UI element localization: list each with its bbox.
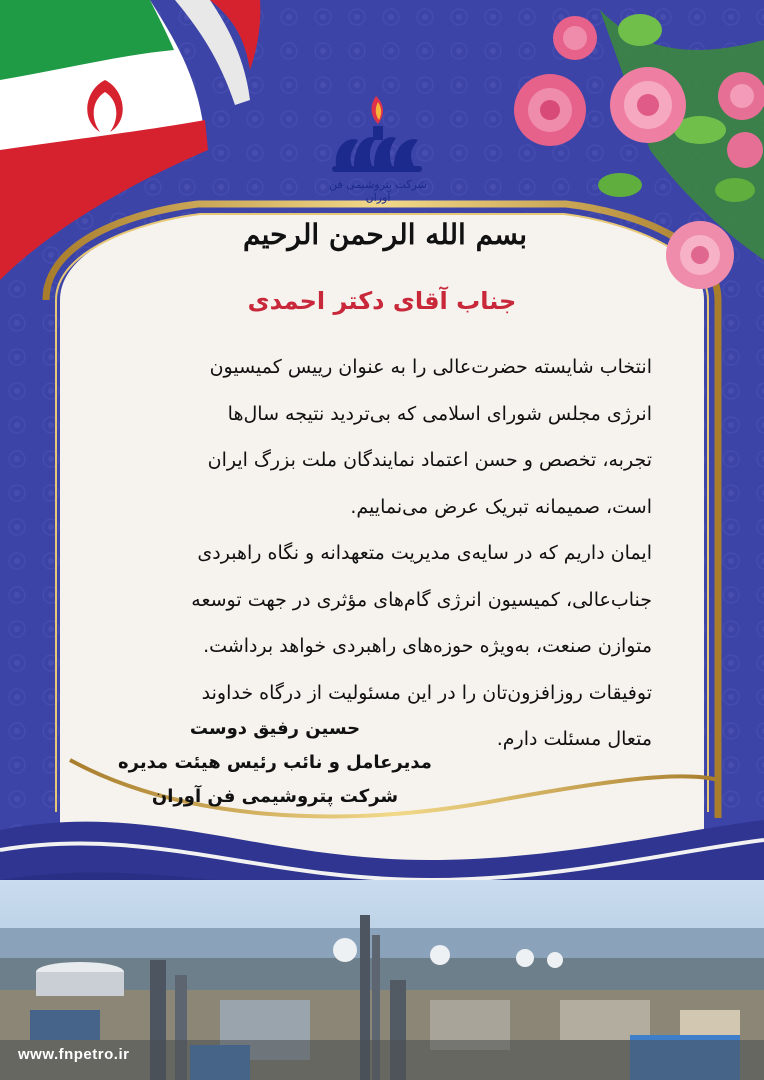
letter-line: متوازن صنعت، به‌ویژه حوزه‌های راهبردی خواهد برداشت. [203, 635, 652, 657]
signer-position: مدیرعامل و نائب رئیس هیئت مدیره [118, 752, 432, 773]
letter-line: است، صمیمانه تبریک عرض می‌نماییم. [350, 495, 652, 518]
letter-line: تجربه، تخصص و حسن اعتماد نمایندگان ملت بزرگ ایران [207, 449, 652, 471]
letter-line: انتخاب شایسته حضرت‌عالی را به عنوان رییس کمیسیون [209, 356, 652, 378]
letter-line: انرژی مجلس شورای اسلامی که بی‌تردید نتیجه سال‌ها [227, 402, 652, 425]
signer-name: حسین رفیق دوست [189, 718, 361, 739]
logo-caption: شرکت پتروشیمی فن آوران [329, 178, 427, 204]
basmala: بسم الله الرحمن الرحیم [243, 218, 527, 251]
addressee-title: جناب آقای دکتر احمدی [247, 287, 517, 315]
letter-line: توفیقات روزافزون‌تان را در این مسئولیت از درگاه خداوند [201, 681, 652, 704]
letter-line: ایمان داریم که در سایه‌ی مدیریت متعهدانه و نگاه راهبردی [197, 542, 652, 564]
letter-line: جناب‌عالی، کمیسیون انرژی گام‌های مؤثری در جهت توسعه [191, 588, 652, 611]
website-link[interactable]: www.fnpetro.ir [18, 1046, 130, 1063]
letter-line: متعال مسئلت دارم. [496, 728, 652, 750]
letter-body [112, 344, 652, 763]
signature-block [110, 712, 440, 814]
signer-company: شرکت پتروشیمی فن آوران [151, 786, 399, 807]
flame-emblem-icon [318, 88, 438, 188]
